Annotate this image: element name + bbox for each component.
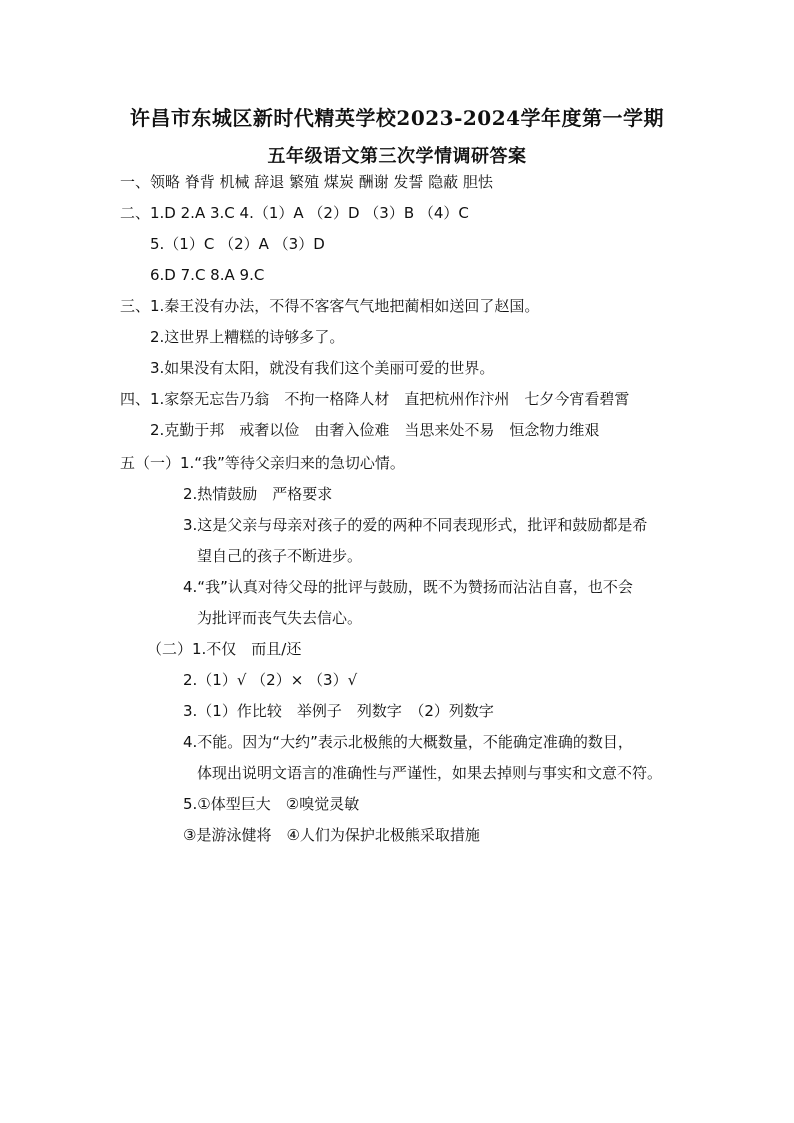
answer-line: 三、1.秦王没有办法，不得不客客气气地把蔺相如送回了赵国。: [120, 297, 540, 315]
answer-line: 5.（1）C （2）A （3）D: [150, 235, 325, 253]
answer-line: 3.如果没有太阳，就没有我们这个美丽可爱的世界。: [150, 359, 495, 377]
answer-line: 6.D 7.C 8.A 9.C: [150, 266, 265, 284]
page-subtitle: 五年级语文第三次学情调研答案: [267, 146, 527, 167]
answer-line: 望自己的孩子不断进步。: [197, 547, 363, 565]
answer-line: 2.这世界上糟糕的诗够多了。: [150, 328, 345, 346]
answer-line: 4.“我”认真对待父母的批评与鼓励，既不为赞扬而沾沾自喜，也不会: [183, 578, 633, 596]
answer-line: 一、领略 脊背 机械 辞退 繁殖 煤炭 酬谢 发誓 隐蔽 胆怯: [120, 173, 493, 191]
answer-line: 二、1.D 2.A 3.C 4.（1）A （2）D （3）B （4）C: [120, 204, 469, 222]
answer-line: 3.（1）作比较 举例子 列数字 （2）列数字: [183, 702, 494, 720]
answer-line: 2.克勤于邦 戒奢以俭 由奢入俭难 当思来处不易 恒念物力维艰: [150, 421, 600, 439]
answer-line: 2.热情鼓励 严格要求: [183, 485, 333, 503]
answer-line: 四、1.家祭无忘告乃翁 不拘一格降人材 直把杭州作汴州 七夕今宵看碧霄: [120, 390, 630, 408]
answer-line: ③是游泳健将 ④人们为保护北极熊采取措施: [183, 826, 480, 844]
answer-line: 3.这是父亲与母亲对孩子的爱的两种不同表现形式，批评和鼓励都是希: [183, 516, 648, 534]
answer-line: 体现出说明文语言的准确性与严谨性，如果去掉则与事实和文意不符。: [197, 764, 663, 782]
answer-line: （二）1.不仅 而且/还: [147, 640, 302, 658]
answer-line: 4.不能。因为“大约”表示北极熊的大概数量，不能确定准确的数目，: [183, 733, 633, 751]
answer-line: 为批评而丧气失去信心。: [197, 609, 363, 627]
answer-line: 2.（1）√ （2）× （3）√: [183, 671, 358, 689]
answer-line: 五（一）1.“我”等待父亲归来的急切心情。: [120, 454, 405, 472]
answer-line: 5.①体型巨大 ②嗅觉灵敏: [183, 795, 360, 813]
page-title: 许昌市东城区新时代精英学校2023-2024学年度第一学期: [129, 106, 665, 130]
